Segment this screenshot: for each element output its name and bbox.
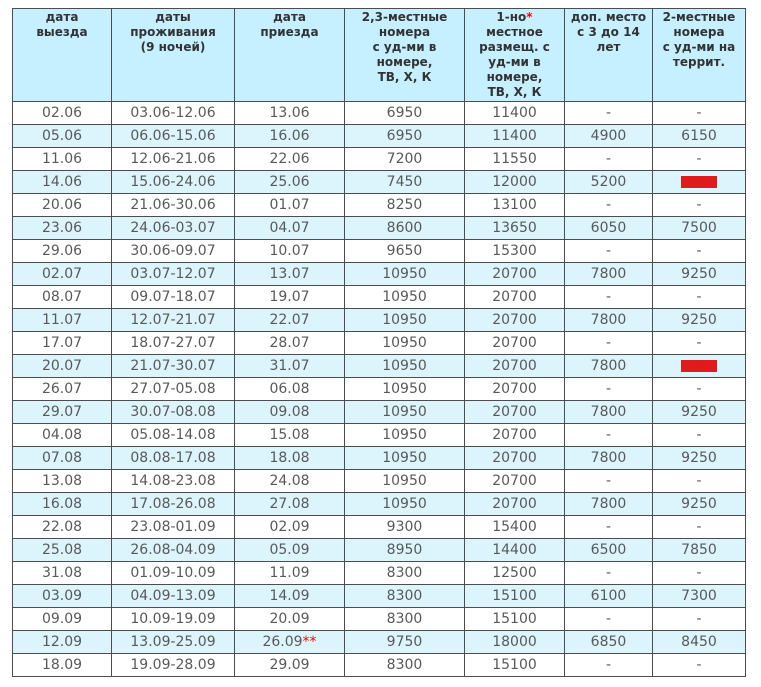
double-territory-price-cell: -	[653, 240, 746, 263]
stay-dates-cell: 05.08-14.08	[112, 424, 235, 447]
double-territory-price-cell: 9250	[653, 493, 746, 516]
double-triple-price-cell: 8950	[345, 539, 465, 562]
single-price-cell: 15300	[465, 240, 565, 263]
departure-date-cell: 12.09	[13, 631, 112, 654]
arrival-date-cell: 19.07	[235, 286, 345, 309]
single-price-cell: 12500	[465, 562, 565, 585]
table-row	[13, 539, 746, 562]
extra-bed-price-cell: -	[565, 378, 653, 401]
stay-dates-cell: 17.08-26.08	[112, 493, 235, 516]
arrival-date-cell: 27.08	[235, 493, 345, 516]
asterisk-mark: *	[526, 10, 533, 24]
double-triple-price-cell: 10950	[345, 263, 465, 286]
single-price-cell: 20700	[465, 493, 565, 516]
single-price-cell: 15100	[465, 608, 565, 631]
departure-date-cell: 23.06	[13, 217, 112, 240]
single-price-cell: 20700	[465, 401, 565, 424]
stay-dates-cell: 27.07-05.08	[112, 378, 235, 401]
single-price-cell: 20700	[465, 470, 565, 493]
arrival-date-cell: 25.06	[235, 171, 345, 194]
double-triple-price-cell: 8300	[345, 654, 465, 677]
extra-bed-price-cell: 7800	[565, 493, 653, 516]
single-price-cell: 18000	[465, 631, 565, 654]
single-price-cell: 12000	[465, 171, 565, 194]
departure-date-cell: 18.09	[13, 654, 112, 677]
stay-dates-cell: 19.09-28.09	[112, 654, 235, 677]
double-territory-price-cell: -	[653, 470, 746, 493]
double-triple-price-cell: 10950	[345, 355, 465, 378]
table-row	[13, 631, 746, 654]
highlighted-price: 6250	[681, 176, 717, 188]
single-price-cell: 20700	[465, 263, 565, 286]
double-territory-price-cell: -	[653, 332, 746, 355]
stay-dates-cell: 23.08-01.09	[112, 516, 235, 539]
arrival-date-cell: 16.06	[235, 125, 345, 148]
double-territory-price-cell: -	[653, 562, 746, 585]
single-price-cell: 20700	[465, 332, 565, 355]
double-triple-price-cell: 6950	[345, 102, 465, 125]
table-row	[13, 562, 746, 585]
table-row	[13, 240, 746, 263]
extra-bed-price-cell: -	[565, 654, 653, 677]
extra-bed-price-cell: -	[565, 332, 653, 355]
arrival-date-cell: 10.07	[235, 240, 345, 263]
departure-date-cell: 16.08	[13, 493, 112, 516]
double-territory-price-cell: -	[653, 424, 746, 447]
departure-date-cell: 11.06	[13, 148, 112, 171]
table-body	[13, 102, 746, 677]
stay-dates-cell: 14.08-23.08	[112, 470, 235, 493]
table-row	[13, 125, 746, 148]
double-triple-price-cell: 7200	[345, 148, 465, 171]
departure-date-cell: 31.08	[13, 562, 112, 585]
double-territory-price-cell: -	[653, 378, 746, 401]
stay-dates-cell: 03.07-12.07	[112, 263, 235, 286]
stay-dates-cell: 01.09-10.09	[112, 562, 235, 585]
double-triple-price-cell: 10950	[345, 470, 465, 493]
double-triple-price-cell: 10950	[345, 309, 465, 332]
stay-dates-cell: 30.07-08.08	[112, 401, 235, 424]
double-territory-price-cell: -	[653, 148, 746, 171]
double-territory-price-cell: -	[653, 194, 746, 217]
extra-bed-price-cell: 7800	[565, 447, 653, 470]
table-row	[13, 654, 746, 677]
table-row	[13, 309, 746, 332]
price-table-container	[12, 8, 746, 677]
departure-date-cell: 02.06	[13, 102, 112, 125]
highlighted-price: 9250	[681, 360, 717, 372]
single-price-cell: 15100	[465, 585, 565, 608]
arrival-date-cell: 28.07	[235, 332, 345, 355]
double-triple-price-cell: 10950	[345, 378, 465, 401]
double-territory-price-cell	[653, 355, 746, 378]
departure-date-cell: 25.08	[13, 539, 112, 562]
table-row	[13, 516, 746, 539]
departure-date-cell: 08.07	[13, 286, 112, 309]
departure-date-cell: 29.07	[13, 401, 112, 424]
departure-date-cell: 26.07	[13, 378, 112, 401]
departure-date-cell: 17.07	[13, 332, 112, 355]
double-triple-price-cell: 10950	[345, 424, 465, 447]
arrival-date-cell: 15.08	[235, 424, 345, 447]
double-triple-price-cell: 10950	[345, 493, 465, 516]
table-row	[13, 171, 746, 194]
stay-dates-cell: 12.07-21.07	[112, 309, 235, 332]
double-territory-price-cell: 7500	[653, 217, 746, 240]
single-price-cell: 11400	[465, 125, 565, 148]
stay-dates-cell: 09.07-18.07	[112, 286, 235, 309]
double-triple-price-cell: 10950	[345, 332, 465, 355]
departure-date-cell: 02.07	[13, 263, 112, 286]
double-territory-price-cell: 7300	[653, 585, 746, 608]
departure-date-cell: 04.08	[13, 424, 112, 447]
stay-dates-cell: 18.07-27.07	[112, 332, 235, 355]
extra-bed-price-cell: 6050	[565, 217, 653, 240]
extra-bed-price-cell: 6100	[565, 585, 653, 608]
stay-dates-cell: 21.07-30.07	[112, 355, 235, 378]
table-row	[13, 447, 746, 470]
departure-date-cell: 20.06	[13, 194, 112, 217]
table-row	[13, 401, 746, 424]
departure-date-cell: 05.06	[13, 125, 112, 148]
table-row	[13, 332, 746, 355]
arrival-date-cell: 04.07	[235, 217, 345, 240]
extra-bed-price-cell: -	[565, 102, 653, 125]
arrival-date-cell: 22.07	[235, 309, 345, 332]
departure-date-cell: 11.07	[13, 309, 112, 332]
stay-dates-cell: 13.09-25.09	[112, 631, 235, 654]
double-triple-price-cell: 10950	[345, 401, 465, 424]
extra-bed-price-cell: 6500	[565, 539, 653, 562]
arrival-date-cell: 02.09	[235, 516, 345, 539]
arrival-date-cell: 20.09	[235, 608, 345, 631]
table-row	[13, 148, 746, 171]
double-triple-price-cell: 8600	[345, 217, 465, 240]
header-row	[13, 9, 746, 102]
double-territory-price-cell: 9250	[653, 263, 746, 286]
single-price-cell: 15100	[465, 654, 565, 677]
arrival-date-cell: 18.08	[235, 447, 345, 470]
table-row	[13, 217, 746, 240]
extra-bed-price-cell: 7800	[565, 401, 653, 424]
extra-bed-price-cell: -	[565, 562, 653, 585]
arrival-date-cell: 09.08	[235, 401, 345, 424]
double-triple-price-cell: 8300	[345, 585, 465, 608]
extra-bed-price-cell: -	[565, 516, 653, 539]
extra-bed-price-cell: -	[565, 470, 653, 493]
double-triple-price-cell: 6950	[345, 125, 465, 148]
stay-dates-cell: 15.06-24.06	[112, 171, 235, 194]
extra-bed-price-cell: 7800	[565, 355, 653, 378]
header-double-triple-rooms: 2,3-местные номера с уд-ми в номере, ТВ, Х, К	[345, 9, 465, 102]
double-territory-price-cell: 6150	[653, 125, 746, 148]
stay-dates-cell: 24.06-03.07	[112, 217, 235, 240]
double-triple-price-cell: 9750	[345, 631, 465, 654]
stay-dates-cell: 06.06-15.06	[112, 125, 235, 148]
header-extra-bed: доп. место с 3 до 14 лет	[565, 9, 653, 102]
price-table	[12, 8, 746, 677]
arrival-date-cell: 05.09	[235, 539, 345, 562]
single-price-cell: 20700	[465, 286, 565, 309]
departure-date-cell: 07.08	[13, 447, 112, 470]
double-territory-price-cell: -	[653, 654, 746, 677]
extra-bed-price-cell: 7800	[565, 309, 653, 332]
departure-date-cell: 03.09	[13, 585, 112, 608]
arrival-date-cell: 22.06	[235, 148, 345, 171]
table-row	[13, 102, 746, 125]
extra-bed-price-cell: 7800	[565, 263, 653, 286]
header-stay-dates: даты проживания (9 ночей)	[112, 9, 235, 102]
departure-date-cell: 13.08	[13, 470, 112, 493]
double-territory-price-cell: 9250	[653, 447, 746, 470]
double-territory-price-cell	[653, 171, 746, 194]
departure-date-cell: 09.09	[13, 608, 112, 631]
table-row	[13, 585, 746, 608]
table-row	[13, 424, 746, 447]
stay-dates-cell: 04.09-13.09	[112, 585, 235, 608]
extra-bed-price-cell: -	[565, 194, 653, 217]
double-triple-price-cell: 7450	[345, 171, 465, 194]
extra-bed-price-cell: 5200	[565, 171, 653, 194]
double-territory-price-cell: -	[653, 102, 746, 125]
table-row	[13, 378, 746, 401]
single-price-cell: 14400	[465, 539, 565, 562]
double-territory-price-cell: 9250	[653, 401, 746, 424]
single-price-cell: 20700	[465, 424, 565, 447]
single-price-cell: 20700	[465, 355, 565, 378]
double-territory-price-cell: -	[653, 608, 746, 631]
double-territory-price-cell: 7850	[653, 539, 746, 562]
table-row	[13, 608, 746, 631]
single-price-cell: 13100	[465, 194, 565, 217]
stay-dates-cell: 10.09-19.09	[112, 608, 235, 631]
departure-date-cell: 29.06	[13, 240, 112, 263]
stay-dates-cell: 08.08-17.08	[112, 447, 235, 470]
arrival-date-cell: 06.08	[235, 378, 345, 401]
double-triple-price-cell: 9300	[345, 516, 465, 539]
stay-dates-cell: 30.06-09.07	[112, 240, 235, 263]
double-territory-price-cell: -	[653, 286, 746, 309]
table-row	[13, 493, 746, 516]
extra-bed-price-cell: -	[565, 148, 653, 171]
double-triple-price-cell: 8300	[345, 608, 465, 631]
single-price-cell: 15400	[465, 516, 565, 539]
header-arrival-date: дата приезда	[235, 9, 345, 102]
arrival-date-cell: 31.07	[235, 355, 345, 378]
departure-date-cell: 22.08	[13, 516, 112, 539]
extra-bed-price-cell: 4900	[565, 125, 653, 148]
stay-dates-cell: 03.06-12.06	[112, 102, 235, 125]
header-departure-date: дата выезда	[13, 9, 112, 102]
double-triple-price-cell: 10950	[345, 286, 465, 309]
double-territory-price-cell: 9250	[653, 309, 746, 332]
single-price-cell: 11550	[465, 148, 565, 171]
double-triple-price-cell: 8250	[345, 194, 465, 217]
single-price-cell: 13650	[465, 217, 565, 240]
double-territory-price-cell: 8450	[653, 631, 746, 654]
header-single-occupancy: 1-но* местное размещ. с уд-ми в номере, ТВ, Х, К	[465, 9, 565, 102]
arrival-date-cell: 24.08	[235, 470, 345, 493]
double-triple-price-cell: 9650	[345, 240, 465, 263]
stay-dates-cell: 26.08-04.09	[112, 539, 235, 562]
double-triple-price-cell: 8300	[345, 562, 465, 585]
single-price-cell: 11400	[465, 102, 565, 125]
arrival-date-cell: 13.06	[235, 102, 345, 125]
asterisk-mark: **	[302, 634, 317, 650]
departure-date-cell: 20.07	[13, 355, 112, 378]
extra-bed-price-cell: -	[565, 608, 653, 631]
header-double-rooms-territory: 2-местные номера с уд-ми на террит.	[653, 9, 746, 102]
double-triple-price-cell: 10950	[345, 447, 465, 470]
single-price-cell: 20700	[465, 447, 565, 470]
extra-bed-price-cell: -	[565, 424, 653, 447]
arrival-date-cell: 26.09**	[235, 631, 345, 654]
table-row	[13, 263, 746, 286]
arrival-date-cell: 11.09	[235, 562, 345, 585]
stay-dates-cell: 21.06-30.06	[112, 194, 235, 217]
arrival-date-cell: 29.09	[235, 654, 345, 677]
extra-bed-price-cell: -	[565, 240, 653, 263]
arrival-date-cell: 01.07	[235, 194, 345, 217]
table-row	[13, 470, 746, 493]
stay-dates-cell: 12.06-21.06	[112, 148, 235, 171]
single-price-cell: 20700	[465, 309, 565, 332]
extra-bed-price-cell: 6850	[565, 631, 653, 654]
table-row	[13, 355, 746, 378]
extra-bed-price-cell: -	[565, 286, 653, 309]
table-row	[13, 286, 746, 309]
departure-date-cell: 14.06	[13, 171, 112, 194]
arrival-date-cell: 14.09	[235, 585, 345, 608]
arrival-date-cell: 13.07	[235, 263, 345, 286]
table-row	[13, 194, 746, 217]
single-price-cell: 20700	[465, 378, 565, 401]
double-territory-price-cell: -	[653, 516, 746, 539]
